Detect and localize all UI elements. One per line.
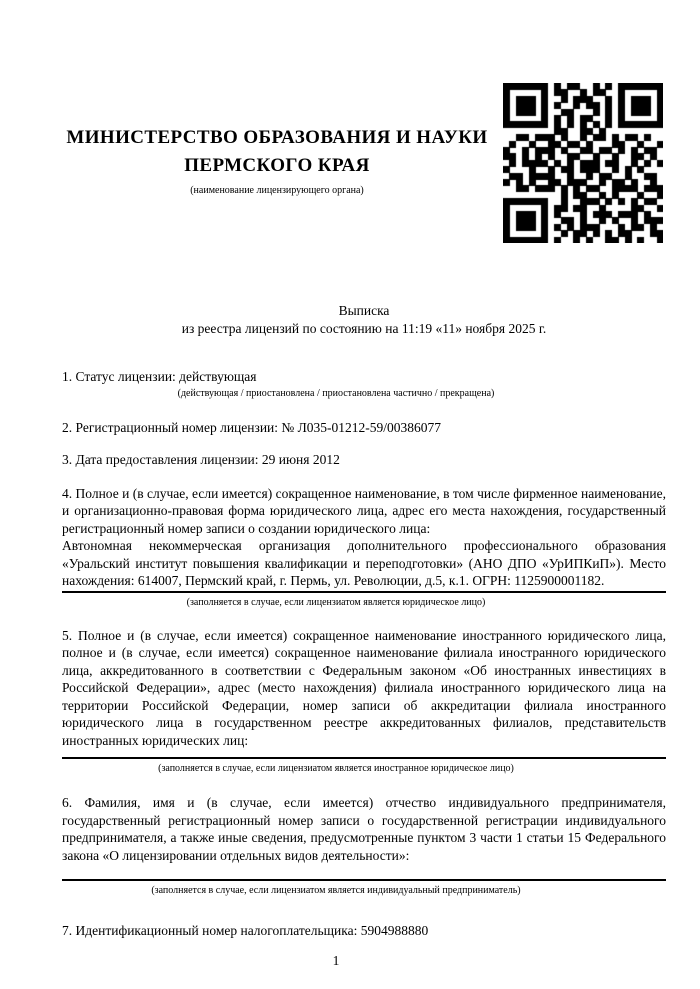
item-6-entrepreneur-label: 6. Фамилия, имя и (в случае, если имеется) отчество индивидуального предпринимателя, государственный регистрационный номер записи о государственной регистрации индивидуального предпринимателя, а также иные сведения, предусмотренные пунктом 3 части 1 статьи 15 Федерального закона «О лицензировании отдельных видов деятельности»: xyxy=(62,795,666,863)
ministry-name-line-2: ПЕРМСКОГО КРАЯ xyxy=(184,155,370,176)
qr-code xyxy=(503,83,663,243)
item-4-caption: (заполняется в случае, если лицензиатом является юридическое лицо) xyxy=(186,596,486,608)
item-3-license-date: 3. Дата предоставления лицензии: 29 июня 2012 xyxy=(62,452,340,467)
item-5-foreign-entity-label: 5. Полное и (в случае, если имеется) сокращенное наименование иностранного юридического лица, полное и (в случае, если имеется) сокращенное наименование филиала иностранного юридического лица, аккредитованного в соответствии с Федеральным законом «Об иностранных инвестициях в Российской Федерации», адрес (место нахождения) филиала иностранного юридического лица на территории Российской Федерации, номер записи об аккредитации филиала иностранного юридического лица в государственном реестре аккредитованных филиалов, представительств иностранных юридических лиц: xyxy=(62,627,666,748)
item-5-caption: (заполняется в случае, если лицензиатом является иностранное юридическое лицо) xyxy=(158,763,514,774)
document-title-block xyxy=(62,302,666,337)
item-2-registration-number: 2. Регистрационный номер лицензии: № Л035-01212-59/00386077 xyxy=(62,419,442,435)
document-title: Выписка xyxy=(338,303,390,318)
licensing-authority-block xyxy=(60,124,494,197)
ministry-name-caption: (наименование лицензирующего органа) xyxy=(190,185,364,196)
item-4-fill-in-line xyxy=(62,591,666,593)
item-4-legal-entity-label: 4. Полное и (в случае, если имеется) сокращенное наименование, в том числе фирменное наименование, и организационно-правовая форма юридического лица, адрес его места нахождения, государственный регистрационный номер записи о создании юридического лица: xyxy=(62,485,666,536)
item-1-caption: (действующая / приостановлена / приостановлена частично / прекращена) xyxy=(177,387,495,399)
document-body xyxy=(62,368,666,969)
ministry-name-line-1: МИНИСТЕРСТВО ОБРАЗОВАНИЯ И НАУКИ xyxy=(66,127,488,148)
item-6-fill-in-line xyxy=(62,879,666,881)
item-6-caption: (заполняется в случае, если лицензиатом является индивидуальный предприниматель) xyxy=(151,885,521,896)
item-7-taxpayer-number: 7. Идентификационный номер налогоплательщика: 5904988880 xyxy=(62,923,429,938)
item-5-fill-in-line xyxy=(62,757,666,759)
page-number: 1 xyxy=(332,952,340,968)
item-4-legal-entity-value: Автономная некоммерческая организация дополнительного профессионального образования «Уральский институт повышения квалификации и переподготовки» (АНО ДПО «УрИПКиП»). Место нахождения: 614007, Пермский край, г. Пермь, ул. Революции, д.5, к.1. ОГРН: 1125900001182. xyxy=(62,538,666,588)
document-subtitle: из реестра лицензий по состоянию на 11:19 «11» ноября 2025 г. xyxy=(181,320,547,336)
item-1-license-status: 1. Статус лицензии: действующая xyxy=(62,369,257,384)
